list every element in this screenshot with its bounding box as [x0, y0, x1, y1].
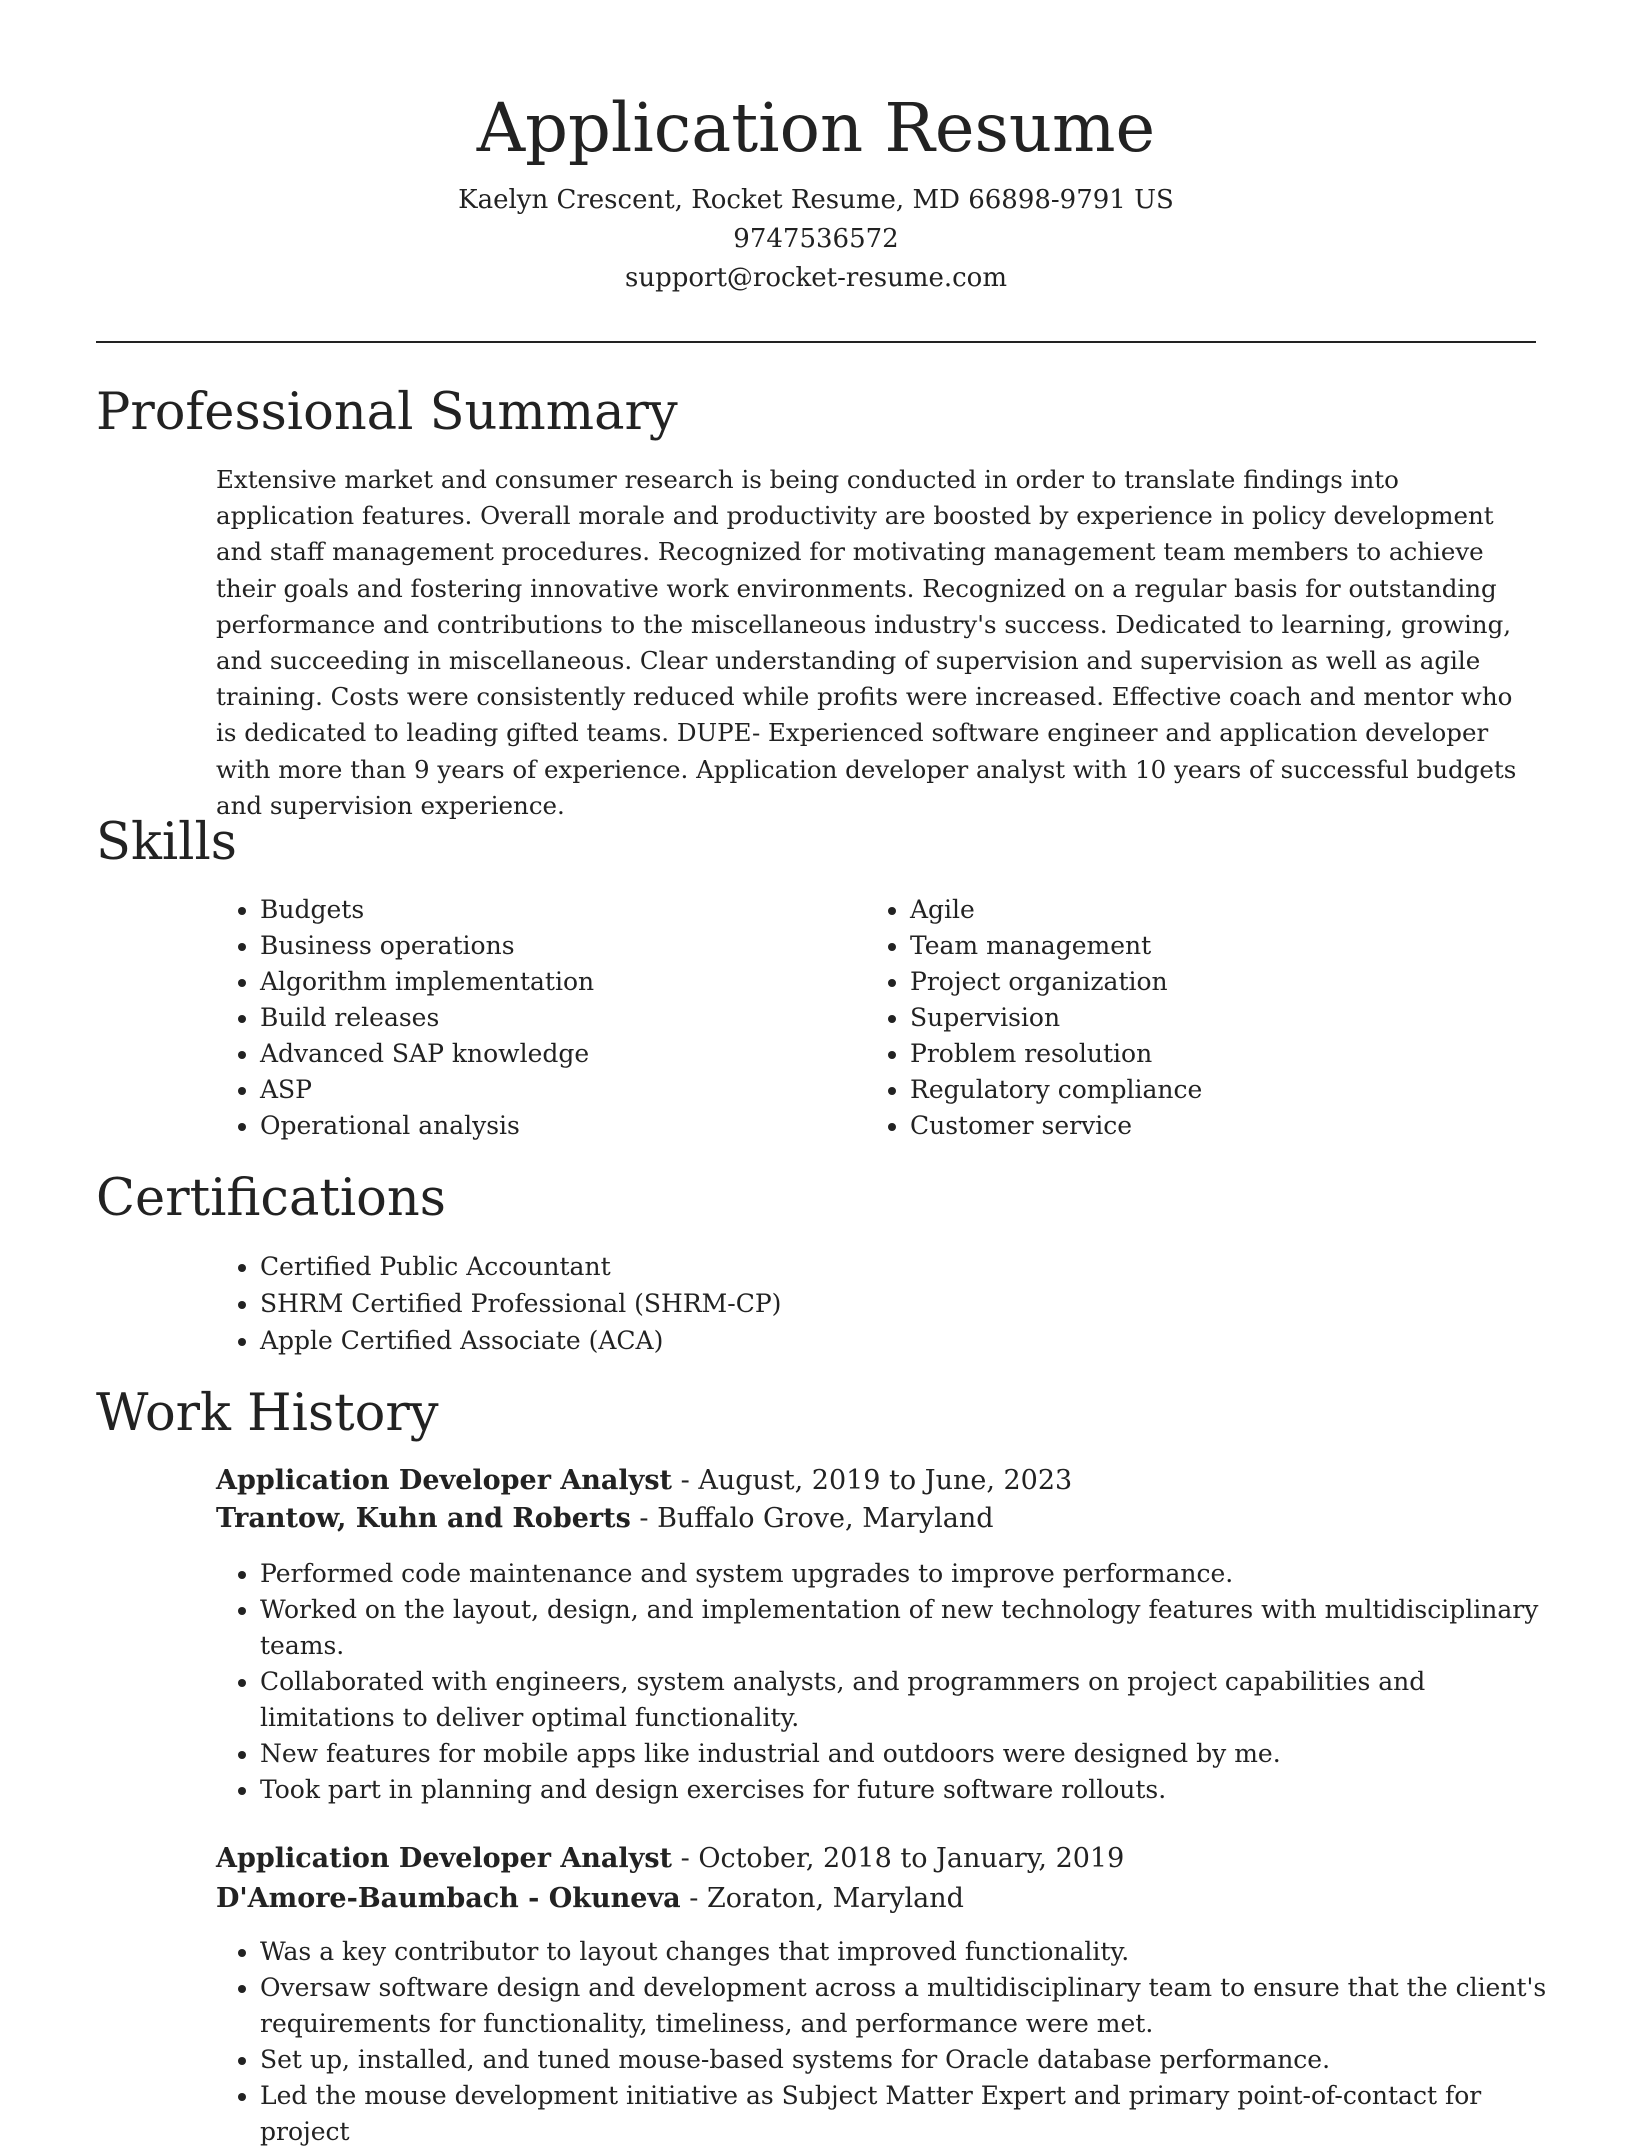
skill-item: • Business operations [260, 928, 860, 964]
job-duty: • New features for mobile apps like industrial and outdoors were designed by me. [260, 1736, 1560, 1772]
job-duties-list [216, 1556, 1560, 1808]
certification-item: • Certified Public Accountant [260, 1248, 1560, 1285]
skill-item: • Advanced SAP knowledge [260, 1036, 860, 1072]
skill-item: • Project organization [910, 964, 1560, 1000]
certification-item: • SHRM Certified Professional (SHRM-CP) [260, 1285, 1560, 1322]
skill-item: • Customer service [910, 1108, 1560, 1144]
skill-item: • Algorithm implementation [260, 964, 860, 1000]
skill-item: • Agile [910, 892, 1560, 928]
job-duty: • Took part in planning and design exercises for future software rollouts. [260, 1772, 1560, 1808]
skills-list-right [866, 892, 1560, 1144]
summary-text: Extensive market and consumer research is being conducted in order to translate findings into application features. Overall morale and productivity are boosted by experience in policy development and staff management procedures. Recognized for motivating management team members to achieve their goals and fostering innovative work environments. Recognized on a regular basis for outstanding performance and contributions to the miscellaneous industry's success. Dedicated to learning, growing, and succeeding in miscellaneous. Clear understanding of supervision and supervision as well as agile training. Costs were consistently reduced while profits were increased. Effective coach and mentor who is dedicated to leading gifted teams. DUPE- Experienced software engineer and application developer with more than 9 years of experience. Application developer analyst with 10 years of successful budgets and supervision experience. [216, 465, 1517, 820]
job-role: Application Developer Analyst [216, 1465, 673, 1496]
certification-item: • Apple Certified Associate (ACA) [260, 1322, 1560, 1359]
job-dates: October, 2018 to January, 2019 [698, 1843, 1125, 1874]
contact-phone: 9747536572 [733, 224, 899, 254]
job-duty: • Worked on the layout, design, and implementation of new technology features with multidisciplinary teams. [260, 1592, 1560, 1664]
contact-address: Kaelyn Crescent, Rocket Resume, MD 66898-9791 US [458, 185, 1174, 215]
skill-item: • Supervision [910, 1000, 1560, 1036]
certifications-list [216, 1248, 1560, 1359]
resume-title: Application Resume [476, 89, 1156, 167]
separator: - [630, 1503, 658, 1534]
job-duties-list [216, 1934, 1560, 2150]
job-location: Buffalo Grove, Maryland [657, 1503, 994, 1534]
job-duty: • Was a key contributor to layout changes that improved functionality. [260, 1934, 1560, 1970]
job-company: Trantow, Kuhn and Roberts [216, 1503, 631, 1534]
skills-list-left [216, 892, 860, 1144]
skills-heading: Skills [96, 813, 237, 872]
job-duty: • Led the mouse development initiative as Subject Matter Expert and primary point-of-contact for project [260, 2078, 1560, 2150]
skill-item: • Regulatory compliance [910, 1072, 1560, 1108]
certifications-heading: Certifications [96, 1169, 446, 1228]
job-company-line [216, 1880, 964, 1918]
job-title-line [216, 1840, 1124, 1878]
summary-heading: Professional Summary [96, 383, 678, 442]
contact-email: support@rocket-resume.com [624, 263, 1007, 293]
job-duty: • Set up, installed, and tuned mouse-based systems for Oracle database performance. [260, 2042, 1560, 2078]
work-history-heading: Work History [96, 1384, 439, 1443]
separator: - [680, 1883, 707, 1914]
separator: - [672, 1843, 699, 1874]
job-duty: • Performed code maintenance and system upgrades to improve performance. [260, 1556, 1560, 1592]
job-role: Application Developer Analyst [216, 1843, 673, 1874]
job-company: D'Amore-Baumbach - Okuneva [216, 1883, 681, 1914]
header-divider [96, 341, 1536, 343]
job-location: Zoraton, Maryland [706, 1883, 964, 1914]
skill-item: • Team management [910, 928, 1560, 964]
separator: - [672, 1465, 699, 1496]
job-duty: • Collaborated with engineers, system analysts, and programmers on project capabilities and limitations to deliver optimal functionality. [260, 1664, 1560, 1736]
skill-item: • ASP [260, 1072, 860, 1108]
job-dates: August, 2019 to June, 2023 [698, 1465, 1073, 1496]
skill-item: • Problem resolution [910, 1036, 1560, 1072]
skill-item: • Operational analysis [260, 1108, 860, 1144]
job-duty: • Oversaw software design and development across a multidisciplinary team to ensure that the client's requirements for functionality, timeliness, and performance were met. [260, 1970, 1560, 2042]
job-company-line [216, 1500, 994, 1538]
skill-item: • Build releases [260, 1000, 860, 1036]
resume-header [96, 84, 1536, 298]
skill-item: • Budgets [260, 892, 860, 928]
job-title-line [216, 1462, 1072, 1500]
